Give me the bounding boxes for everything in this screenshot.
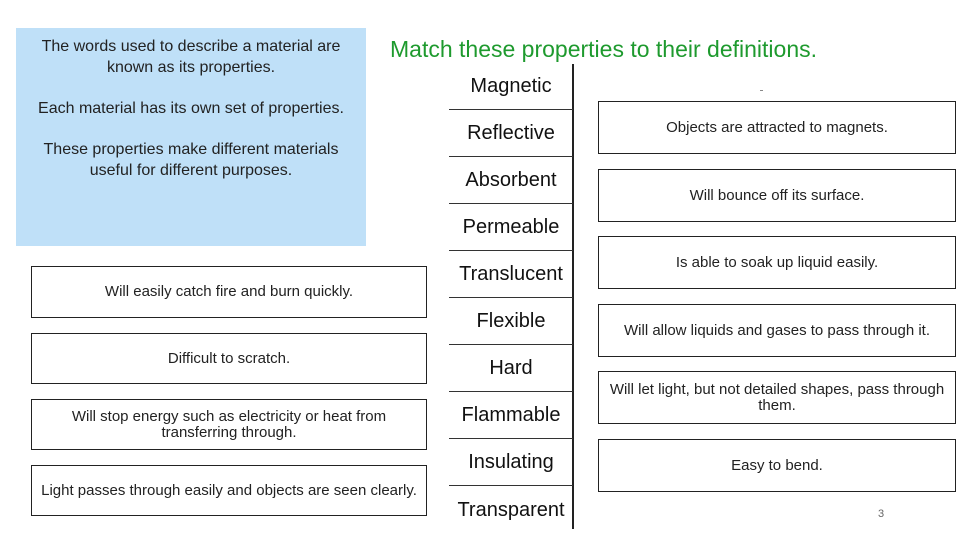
page-title: Match these properties to their definitions. [390, 36, 818, 62]
definition-card-reflective-def[interactable]: Will bounce off its surface. [598, 169, 956, 222]
property-word[interactable]: Permeable [449, 205, 573, 251]
property-word[interactable]: Magnetic [449, 64, 573, 110]
property-word[interactable]: Transparent [457, 498, 565, 521]
property-word[interactable]: Insulating [449, 440, 573, 486]
definition-card-hard-def[interactable]: Difficult to scratch. [31, 333, 427, 384]
definition-card-translucent-def[interactable]: Will let light, but not detailed shapes, pass through them. [598, 371, 956, 424]
info-paragraph: The words used to describe a material are known as its properties. [41, 38, 341, 76]
info-box [16, 28, 366, 246]
property-word[interactable]: Translucent [449, 252, 573, 298]
property-word[interactable]: Absorbent [449, 158, 573, 204]
decorative-dot [760, 90, 763, 91]
property-word[interactable]: Hard [449, 346, 573, 392]
definition-card-transparent-def[interactable]: Light passes through easily and objects are seen clearly. [31, 465, 427, 516]
property-word[interactable]: Flexible [449, 299, 573, 345]
info-paragraph: Each material has its own set of properties. [38, 100, 344, 117]
definition-card-insulating-def[interactable]: Will stop energy such as electricity or heat from transferring through. [31, 399, 427, 450]
definition-card-absorbent-def[interactable]: Is able to soak up liquid easily. [598, 236, 956, 289]
property-word-list [449, 64, 573, 534]
definition-card-permeable-def[interactable]: Will allow liquids and gases to pass through it. [598, 304, 956, 357]
property-word[interactable]: Reflective [449, 111, 573, 157]
definition-card-magnetic-def[interactable]: Objects are attracted to magnets. [598, 101, 956, 154]
definition-card-flexible-def[interactable]: Easy to bend. [598, 439, 956, 492]
property-word[interactable]: Flammable [449, 393, 573, 439]
page-number: 3 [878, 508, 885, 520]
info-paragraph: These properties make different materials useful for different purposes. [43, 141, 339, 179]
definition-card-flammable-def[interactable]: Will easily catch fire and burn quickly. [31, 266, 427, 318]
